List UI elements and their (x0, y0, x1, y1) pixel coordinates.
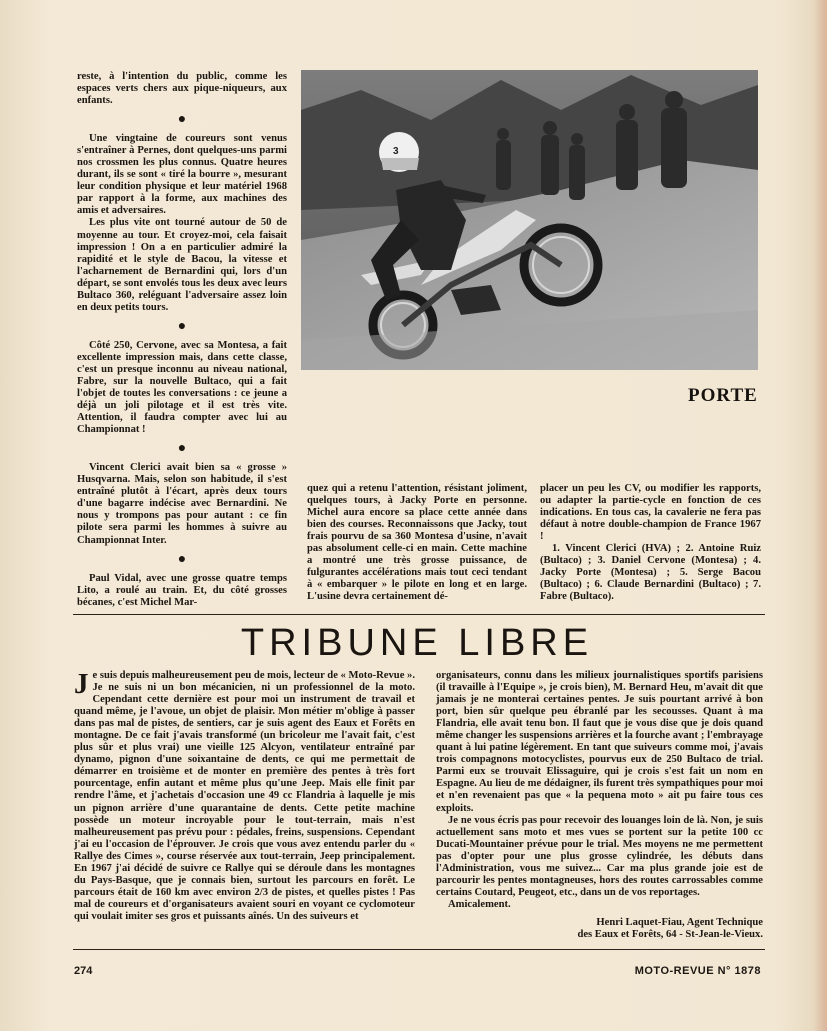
motorcycle-photo (301, 70, 758, 370)
letter-closing: Amicalement. (448, 898, 511, 910)
article-paragraph: Une vingtaine de coureurs sont venus s'entraîner à Pernes, dont quelques-uns parmi nos crossmen les plus connus. Quatre heures durant, ils se sont « tiré la bourre », mesurant leur condition physique et leur matériel 1968 par rapport à la forme, aux machines des amis et adversaires. (77, 133, 287, 217)
section-title: TRIBUNE LIBRE (240, 622, 594, 664)
page-number: 274 (74, 965, 93, 977)
footer-divider (73, 949, 765, 950)
article-left-column (77, 71, 287, 609)
article-paragraph: Paul Vidal, avec une grosse quatre temps Lito, a roulé au train. Et, du côté grosses bécanes, c'est Michel Mar- (77, 572, 287, 608)
letter-signature: Henri Laquet-Fiau, Agent Technique (596, 916, 763, 928)
photo-caption: PORTE (688, 385, 758, 406)
letter-paragraph: Je ne vous écris pas pour recevoir des louanges loin de là. Non, je suis actuellement sans moto et mes vues se portent sur la petite 100 cc Ducati-Mountainer prévue pour le trial. Mes moyens ne me permettent pas d'opter pour une plus grosse cylindrée, les débuts dans l'Administration, vous me suivez... Car ma plus grande joie est de parcourir les pentes montagneuses, hors des routes carrossables comme certains Coutard, Peugeot, etc., dans un de vos reportages. (436, 814, 763, 898)
letter-text: e suis depuis malheureusement peu de mois, lecteur de « Moto-Revue ». Je ne suis ni un bon mécanicien, ni un professionnel de la moto. Cependant cette dernière est pour moi un instrument de travail et quand même, je l'avoue, un objet de plaisir. Mon métier m'oblige à passer dans pas mal de pistes, de sentiers, car je suis agent des Eaux et Forêts en montagne. De ce fait j'avais transformé (un bricoleur me l'avait fait, c'est plus sûr et plus vrai) une vieille 125 Alcyon, ventilateur entraîné par dynamo, pignon d'une soixantaine de dents, ce qui me permettait de démarrer en troisième et de monter en première des pentes à très fort pourcentage, enfin autant et même plus qu'une Jeep. Mais elle finit par rendre l'âme, et j'achetais d'occasion une 49 cc Flandria à laquelle je mis un pignon arrière d'une quarantaine de dents. Cette petite machine possède un moteur incroyable pour le tout-terrain, mais n'est malheureusement pas prévu pour : pédales, freins, suspensions. Cependant j'ai eu l'occasion de l'éprouver. Je crois que vous avez entendu parler du « Rallye des Cimes », course réservée aux tout-terrain, Jeep principalement. En 1967 j'ai décidé de suivre ce Rallye qui se déroule dans les montagnes du Pays-Basque, que je connais bien, surtout les parcours en forêt. Le parcours était de 160 km avec environ 2/3 de pistes, et quelles pistes ! Pas mal de coureurs et d'organisateurs avaient souri en voyant ce cyclomoteur qui voulait imiter ses gros et puissants aînés. Un des suiveurs et (74, 670, 415, 922)
magazine-issue: MOTO-REVUE N° 1878 (634, 965, 761, 977)
drop-cap: J (74, 668, 89, 700)
bullet-separator: ● (177, 441, 187, 457)
article-paragraph: reste, à l'intention du public, comme les espaces verts chers aux pique-niqueurs, aux enfants. (77, 71, 287, 107)
letter-right-column (436, 670, 763, 941)
bullet-separator: ● (177, 112, 187, 128)
article-paragraph: Côté 250, Cervone, avec sa Montesa, a fait excellente impression mais, dans cette classe, c'est un presque inconnu au niveau national, Fabre, sur la nouvelle Bultaco, qui a fait l'objet de toutes les conversations : ce jeune a déjà un joli pilotage et il est très vite. Attention, il faudra compter avec lui au Championnat ! (77, 339, 287, 436)
article-middle-column (307, 483, 527, 603)
article-paragraph: placer un peu les CV, ou modifier les rapports, ou adapter la partie-cycle en fonction de ces indications. En tous cas, la cavalerie ne fera pas défaut à notre double-champion de France 1967 ! (540, 483, 761, 543)
photo-illustration (301, 70, 758, 370)
race-results: 1. Vincent Clerici (HVA) ; 2. Antoine Ruiz (Bultaco) ; 3. Daniel Cervone (Montesa) ; 4. Jacky Porte (Montesa) ; 5. Serge Bacou (Bultaco) ; 6. Claude Bernardini (Bultaco) ; 7. Fabre (Bultaco). (540, 543, 761, 603)
article-paragraph: quez qui a retenu l'attention, résistant joliment, quelques tours, à Jacky Porte en personne. Michel aura encore sa place cette année dans bien des courses. Reconnaissons que Jacky, tout frais pourvu de sa 360 Montesa d'usine, n'avait pas absolument celle-ci en main. Cette machine a montré une très grosse puissance, de fulgurantes accélérations mais tout ceci tendant à « embarquer » le pilote en long et en large. L'usine devra certainement dé- (307, 483, 527, 603)
letter-paragraph: organisateurs, connu dans les milieux journalistiques sportifs parisiens (il travaille à l'Equipe », je crois bien), M. Bernard Heu, m'avait dit que jamais je ne monterai certaines pentes. Je suis pourtant arrivé à bon port, bien sûr quelque peu ébranlé par les secousses. Quant à ma Flandria, elle avait tenu bon. Il faut que je vous dise que je dois quand même changer les suspensions arrières et la fourche avant ; l'embrayage quant à lui patine légèrement. En tant que suiveurs comme moi, j'avais trois compagnons motocyclistes, pourvus eux de 250 Bultaco de trial. Parmi eux se trouvait Elissaguire, qui je crois s'est fait un nom en Espagne. Au lieu de me dédaigner, ils furent très sympathiques pour moi et n'en revenaient pas que « la pequena moto » ait pu faire tous ces exploits. (436, 670, 763, 814)
letter-signature-address: des Eaux et Forêts, 64 - St-Jean-le-Vieux. (577, 928, 763, 940)
bullet-separator: ● (177, 551, 187, 567)
article-paragraph: Vincent Clerici avait bien sa « grosse » Husqvarna. Mais, selon son habitude, il s'est entraîné plutôt à l'écart, après deux tours d'une bagarre indécise avec Bernardini. Ne nous y trompons pas pour autant : ce fin pilote sera parmi les hommes à suivre au Championnat Inter. (77, 462, 287, 546)
letter-paragraph (74, 670, 415, 923)
article-paragraph: Les plus vite ont tourné autour de 50 de moyenne au tour. Et croyez-moi, cela faisait impression ! On a en particulier admiré la rapidité et le style de Bacou, la vitesse et l'acharnement de Bernardini qui, lors d'un départ, se sont envolés tous les deux avec leurs Bultaco 360, reléguant l'adversaire assez loin en deux petits tours. (77, 217, 287, 313)
bullet-separator: ● (177, 318, 187, 334)
svg-text:3: 3 (393, 146, 399, 157)
section-divider (73, 614, 765, 615)
article-right-column (540, 483, 761, 603)
letter-left-column (74, 670, 415, 923)
